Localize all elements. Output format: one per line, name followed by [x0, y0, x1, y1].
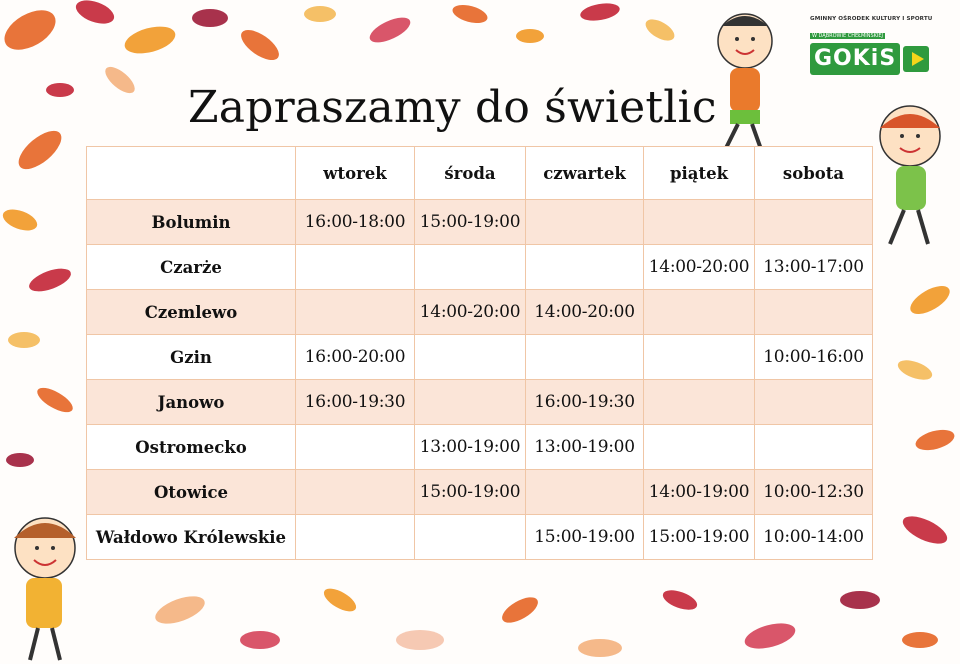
opening-hours-cell: 16:00-19:30 — [526, 380, 644, 425]
location-name: Gzin — [87, 335, 296, 380]
day-header: wtorek — [296, 147, 415, 200]
opening-hours-cell — [755, 380, 873, 425]
opening-hours-cell — [526, 470, 644, 515]
opening-hours-cell — [415, 335, 526, 380]
cartoon-boy-illustration — [700, 6, 790, 156]
autumn-leaves-right-decoration — [880, 240, 960, 570]
opening-hours-cell: 13:00-19:00 — [415, 425, 526, 470]
location-name: Czemlewo — [87, 290, 296, 335]
opening-hours-cell: 16:00-20:00 — [296, 335, 415, 380]
play-icon — [903, 46, 929, 72]
opening-hours-cell: 15:00-19:00 — [415, 200, 526, 245]
header-corner-cell — [87, 147, 296, 200]
location-name: Ostromecko — [87, 425, 296, 470]
day-header: sobota — [755, 147, 873, 200]
header-row — [87, 147, 873, 200]
opening-hours-cell: 14:00-20:00 — [644, 245, 755, 290]
opening-hours-cell — [644, 380, 755, 425]
opening-hours-cell: 16:00-19:30 — [296, 380, 415, 425]
opening-hours-cell — [644, 290, 755, 335]
opening-hours-cell — [296, 290, 415, 335]
table-row — [87, 290, 873, 335]
opening-hours-cell: 10:00-16:00 — [755, 335, 873, 380]
schedule-table — [86, 146, 873, 560]
opening-hours-cell — [296, 515, 415, 560]
opening-hours-cell — [526, 335, 644, 380]
opening-hours-cell — [755, 425, 873, 470]
table-row — [87, 200, 873, 245]
table-row — [87, 380, 873, 425]
day-header: środa — [415, 147, 526, 200]
opening-hours-cell — [415, 380, 526, 425]
table-row — [87, 335, 873, 380]
table-row — [87, 515, 873, 560]
day-header: piątek — [644, 147, 755, 200]
opening-hours-cell — [415, 245, 526, 290]
location-name: Wałdowo Królewskie — [87, 515, 296, 560]
schedule-body — [87, 200, 873, 560]
logo-wordmark: GOKiS — [810, 43, 900, 75]
opening-hours-cell — [644, 425, 755, 470]
opening-hours-cell — [755, 290, 873, 335]
opening-hours-cell: 14:00-20:00 — [526, 290, 644, 335]
opening-hours-cell — [644, 200, 755, 245]
opening-hours-cell — [415, 515, 526, 560]
logo-organization-name: GMINNY OŚRODEK KULTURY I SPORTU — [810, 16, 933, 22]
location-name: Otowice — [87, 470, 296, 515]
opening-hours-cell: 10:00-14:00 — [755, 515, 873, 560]
logo-mark — [810, 43, 936, 75]
location-name: Janowo — [87, 380, 296, 425]
opening-hours-cell — [296, 470, 415, 515]
location-name: Bolumin — [87, 200, 296, 245]
opening-hours-cell: 14:00-20:00 — [415, 290, 526, 335]
opening-hours-cell: 14:00-19:00 — [644, 470, 755, 515]
gokis-logo — [810, 16, 936, 71]
opening-hours-cell — [755, 200, 873, 245]
opening-hours-cell — [644, 335, 755, 380]
opening-hours-cell: 13:00-17:00 — [755, 245, 873, 290]
opening-hours-cell: 15:00-19:00 — [415, 470, 526, 515]
table-row — [87, 425, 873, 470]
opening-hours-cell: 15:00-19:00 — [644, 515, 755, 560]
cartoon-girl-left-illustration — [0, 508, 100, 664]
opening-hours-cell — [296, 245, 415, 290]
opening-hours-cell — [526, 200, 644, 245]
opening-hours-cell — [296, 425, 415, 470]
logo-location: W DĄBROWIE CHEŁMIŃSKIEJ — [812, 33, 884, 39]
page-title: Zapraszamy do świetlic — [188, 82, 717, 133]
location-name: Czarże — [87, 245, 296, 290]
opening-hours-cell — [526, 245, 644, 290]
autumn-leaves-bottom-decoration — [0, 560, 960, 664]
opening-hours-cell: 16:00-18:00 — [296, 200, 415, 245]
opening-hours-cell: 15:00-19:00 — [526, 515, 644, 560]
opening-hours-cell: 10:00-12:30 — [755, 470, 873, 515]
table-row — [87, 245, 873, 290]
autumn-leaves-left-decoration — [0, 110, 86, 510]
day-header: czwartek — [526, 147, 644, 200]
opening-hours-cell: 13:00-19:00 — [526, 425, 644, 470]
table-row — [87, 470, 873, 515]
